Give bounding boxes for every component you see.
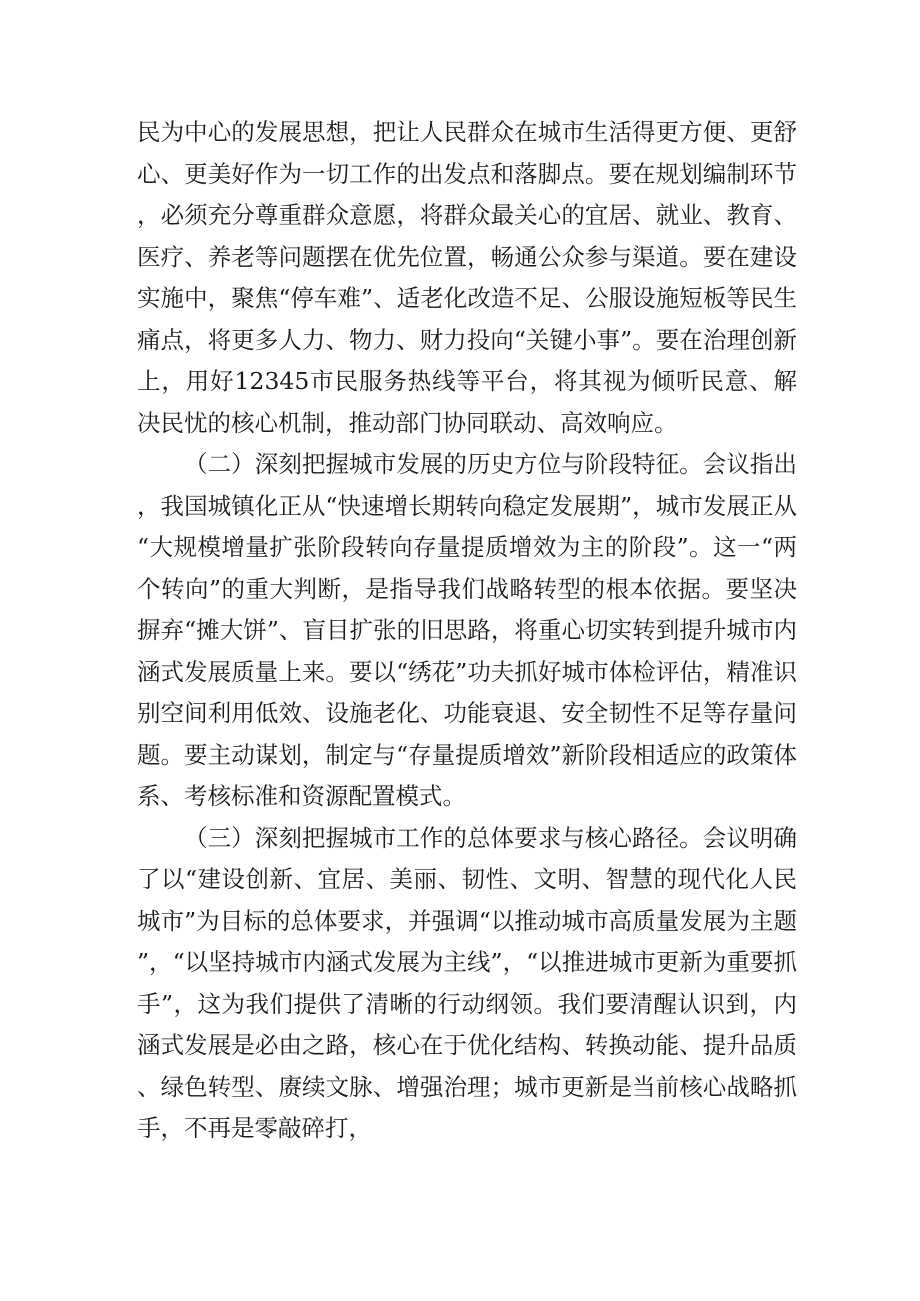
paragraph-continuation: 民为中心的发展思想，把让人民群众在城市生活得更方便、更舒心、更美好作为一切工作的出发点和落脚点。要在规划编制环节，必须充分尊重群众意愿，将群众最关心的宜居、就业、教育、医疗、养老等问题摆在优先位置，畅通公众参与渠道。要在建设实施中，聚焦“停车难”、适老化改造不足、公服设施短板等民生痛点，将更多人力、物力、财力投向“关键小事”。要在治理创新上，用好12345市民服务热线等平台，将其视为倾听民意、解决民忧的核心机制，推动部门协同联动、高效响应。 [137, 118, 797, 437]
paragraph-section-three: （三）深刻把握城市工作的总体要求与核心路径。会议明确了以“建设创新、宜居、美丽、韧性、文明、智慧的现代化人民城市”为目标的总体要求，并强调“以推动城市高质量发展为主题”，“以坚持城市内涵式发展为主线”，“以推进城市更新为重要抓手”，这为我们提供了清晰的行动纲领。我们要清醒认识到，内涵式发展是必由之路，核心在于优化结构、转换动能、提升品质、绿色转型、赓续文脉、增强治理；城市更新是当前核心战略抓手，不再是零敲碎打， [137, 823, 797, 1142]
document-body [137, 112, 797, 1150]
paragraph-section-two: （二）深刻把握城市发展的历史方位与阶段特征。会议指出，我国城镇化正从“快速增长期转向稳定发展期”，城市发展正从“大规模增量扩张阶段转向存量提质增效为主的阶段”。这一“两个转向”的重大判断，是指导我们战略转型的根本依据。要坚决摒弃“摊大饼”、盲目扩张的旧思路，将重心切实转到提升城市内涵式发展质量上来。要以“绣花”功夫抓好城市体检评估，精准识别空间利用低效、设施老化、功能衰退、安全韧性不足等存量问题。要主动谋划，制定与“存量提质增效”新阶段相适应的政策体系、考核标准和资源配置模式。 [137, 450, 797, 810]
